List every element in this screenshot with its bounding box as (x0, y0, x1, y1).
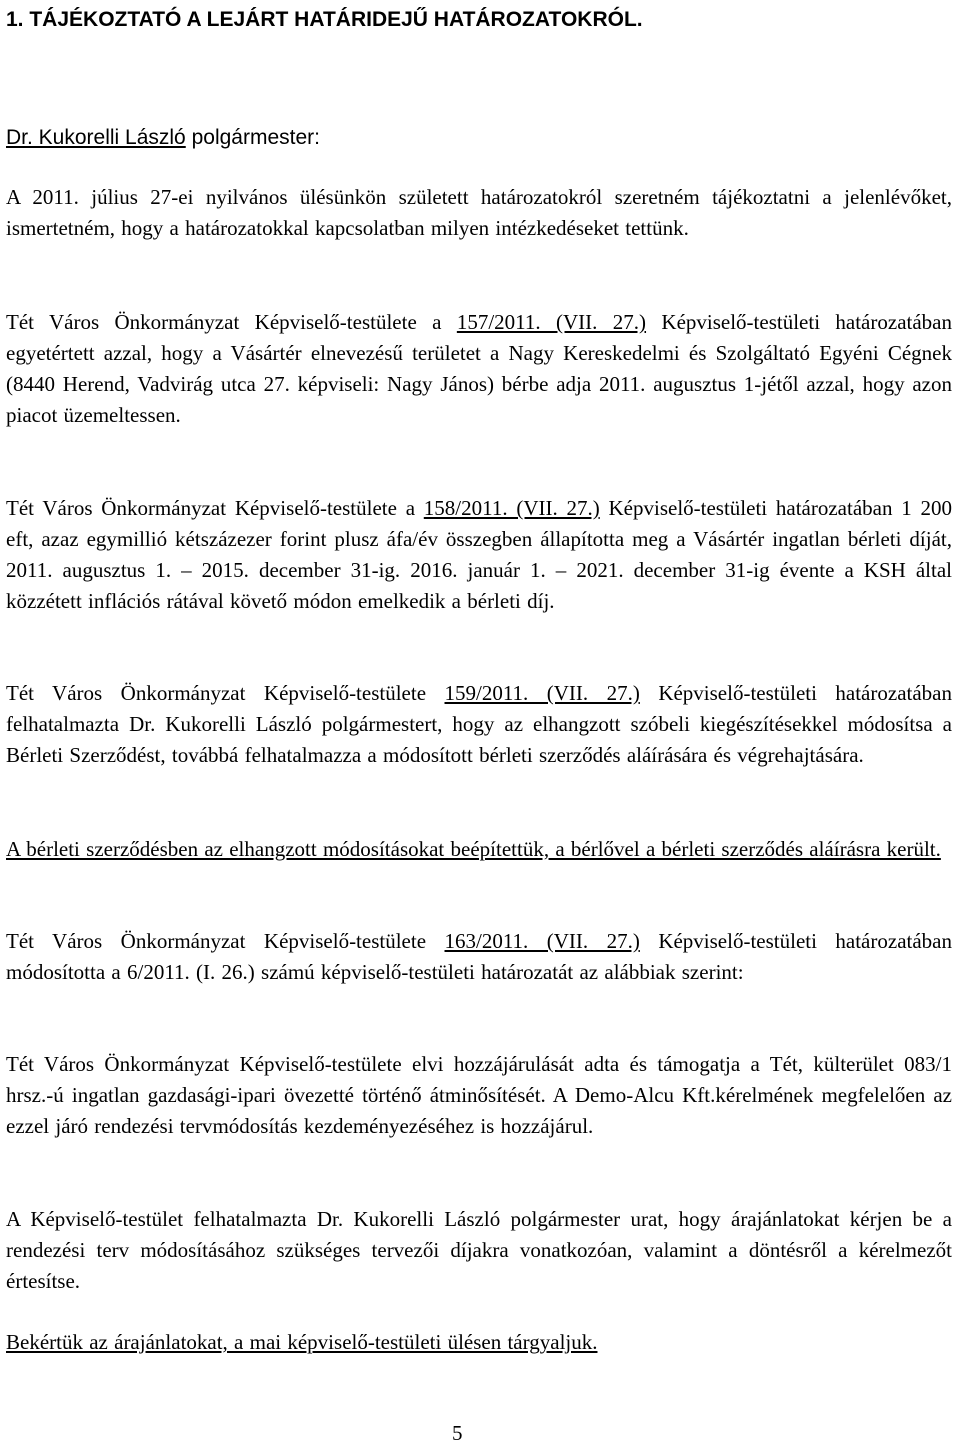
resolution-reference: 159/2011. (VII. 27.) (444, 681, 640, 705)
lease-status-note: A bérleti szerződésben az elhangzott módosításokat beépítettük, a bérlővel a bérleti szerződés aláírásra került. (6, 837, 941, 861)
speaker-line (6, 124, 320, 152)
resolution-text: Képviselő-testületi határozatában egyetértett azzal, hogy a Vásártér elnevezésű területet a Nagy Kereskedelmi és Szolgáltató Egyéni Cégnek (8440 Herend, Vadvirág utca 27. képviseli: Nagy János) bérbe adja 2011. augusztus 1-jétől azzal, hogy azon piacot üzemeltessen. (6, 310, 952, 427)
resolution-lead: Tét Város Önkormányzat Képviselő-testülete a (6, 310, 457, 334)
resolution-157-paragraph (6, 307, 952, 431)
resolution-159-paragraph (6, 678, 952, 771)
resolution-lead: Tét Város Önkormányzat Képviselő-testülete (6, 929, 445, 953)
consent-paragraph: Tét Város Önkormányzat Képviselő-testülete elvi hozzájárulását adta és támogatja a Tét, külterület 083/1 hrsz.-ú ingatlan gazdasági-ipari övezetté történő átminősítését. A Demo-Alcu Kft.kérelmének megfelelően az ezzel járó rendezési tervmódosítás kezdeményezéséhez is hozzájárul. (6, 1052, 952, 1138)
resolution-reference: 157/2011. (VII. 27.) (456, 310, 647, 334)
section-heading: 1. TÁJÉKOZTATÓ A LEJÁRT HATÁRIDEJŰ HATÁROZATOKRÓL. (6, 8, 643, 31)
speaker-name: Dr. Kukorelli László (6, 126, 186, 149)
resolution-text: Képviselő-testületi határozatában módosította a 6/2011. (I. 26.) számú képviselő-testületi határozatát az alábbiak szerint: (6, 929, 952, 984)
resolution-lead: Tét Város Önkormányzat Képviselő-testülete (6, 681, 445, 705)
resolution-163-paragraph (6, 926, 952, 988)
page-number: 5 (452, 1421, 463, 1445)
resolution-reference: 158/2011. (VII. 27.) (423, 496, 600, 520)
quotes-status-note: Bekértük az árajánlatokat, a mai képviselő-testületi ülésen tárgyaljuk. (6, 1330, 598, 1354)
intro-paragraph: A 2011. július 27-ei nyilvános ülésünkön született határozatokról szeretném tájékoztatni a jelenlévőket, ismertetném, hogy a határozatokkal kapcsolatban milyen intézkedéseket tettünk. (6, 185, 952, 240)
resolution-158-paragraph (6, 493, 952, 617)
resolution-reference: 163/2011. (VII. 27.) (444, 929, 640, 953)
resolution-text: Képviselő-testületi határozatában felhatalmazta Dr. Kukorelli László polgármestert, hogy az elhangzott szóbeli kiegészítésekkel módosítsa a Bérleti Szerződést, továbbá felhatalmazza a módosított bérleti szerződés aláírására és végrehajtására. (6, 681, 952, 767)
resolution-text: Képviselő-testületi határozatában 1 200 eft, azaz egymillió kétszázezer forint plusz áfa/év összegben állapította meg a Vásártér ingatlan bérleti díját, 2011. augusztus 1. – 2015. december 31-ig. 2016. január 1. – 2021. december 31-ig évente a KSH által közzétett inflációs rátával követő módon emelkedik a bérleti díj. (6, 496, 952, 613)
authorization-paragraph: A Képviselő-testület felhatalmazta Dr. Kukorelli László polgármester urat, hogy árajánlatokat kérjen be a rendezési terv módosításához szükséges tervezői díjakra vonatkozóan, valamint a döntésről a kérelmezőt értesítse. (6, 1207, 952, 1293)
resolution-lead: Tét Város Önkormányzat Képviselő-testülete a (6, 496, 424, 520)
speaker-role: polgármester: (185, 126, 320, 149)
